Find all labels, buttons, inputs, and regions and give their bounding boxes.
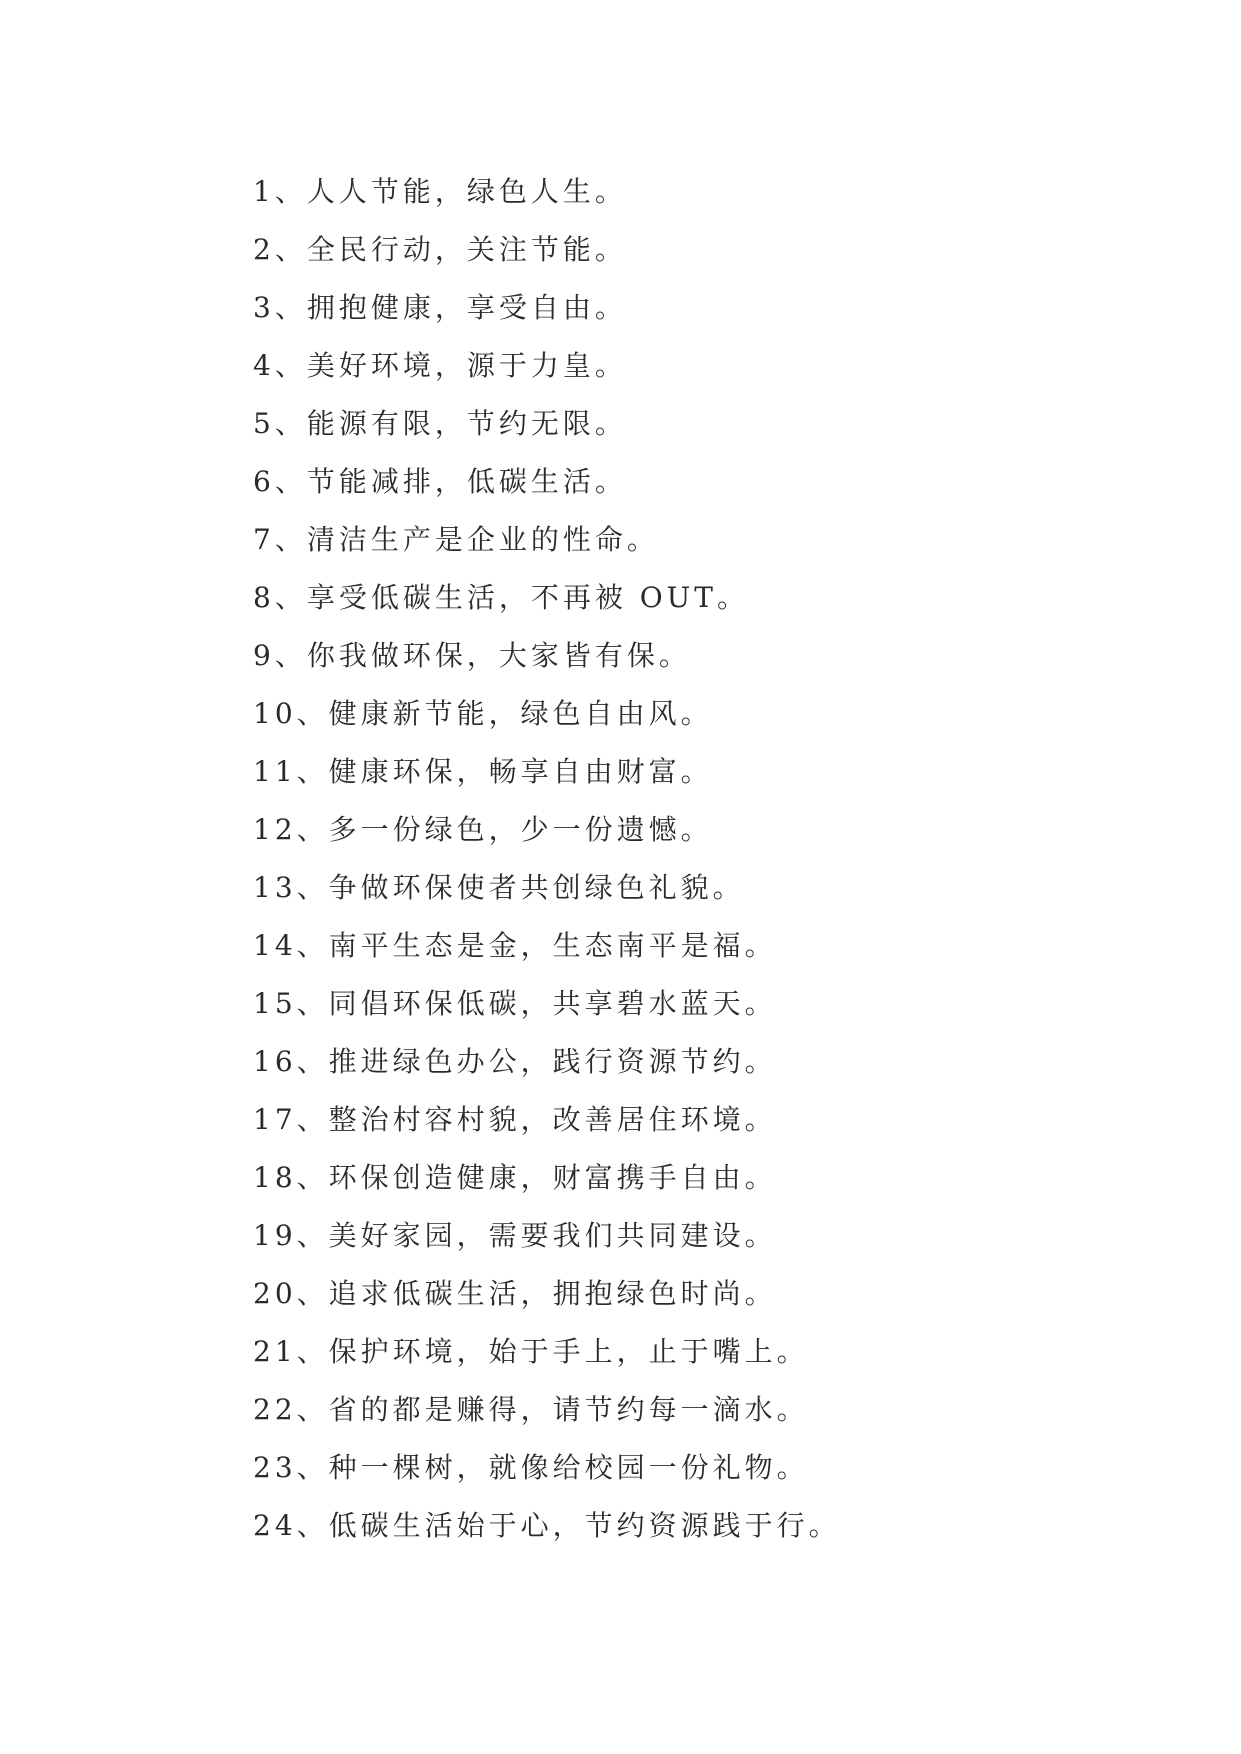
slogan-line: 4、美好环境，源于力皇。 bbox=[253, 349, 627, 382]
slogan-line: 17、整治村容村貌，改善居住环境。 bbox=[253, 1103, 777, 1136]
slogan-line: 24、低碳生活始于心，节约资源践于行。 bbox=[253, 1509, 841, 1542]
slogan-list bbox=[253, 163, 841, 1555]
slogan-line: 6、节能减排，低碳生活。 bbox=[253, 465, 627, 498]
slogan-line: 8、享受低碳生活，不再被 OUT。 bbox=[253, 581, 749, 614]
slogan-line: 2、全民行动，关注节能。 bbox=[253, 233, 627, 266]
slogan-line: 1、人人节能，绿色人生。 bbox=[253, 175, 627, 208]
slogan-line: 15、同倡环保低碳，共享碧水蓝天。 bbox=[253, 987, 777, 1020]
slogan-line: 3、拥抱健康，享受自由。 bbox=[253, 291, 627, 324]
slogan-line: 5、能源有限，节约无限。 bbox=[253, 407, 627, 440]
slogan-line: 9、你我做环保，大家皆有保。 bbox=[253, 639, 691, 672]
slogan-line: 22、省的都是赚得，请节约每一滴水。 bbox=[253, 1393, 809, 1426]
slogan-line: 14、南平生态是金，生态南平是福。 bbox=[253, 929, 777, 962]
slogan-line: 7、清洁生产是企业的性命。 bbox=[253, 523, 659, 556]
slogan-line: 18、环保创造健康，财富携手自由。 bbox=[253, 1161, 777, 1194]
slogan-line: 20、追求低碳生活，拥抱绿色时尚。 bbox=[253, 1277, 777, 1310]
slogan-line: 19、美好家园，需要我们共同建设。 bbox=[253, 1219, 777, 1252]
slogan-line: 12、多一份绿色，少一份遗憾。 bbox=[253, 813, 713, 846]
slogan-line: 10、健康新节能，绿色自由风。 bbox=[253, 697, 713, 730]
slogan-line: 16、推进绿色办公，践行资源节约。 bbox=[253, 1045, 777, 1078]
slogan-line: 11、健康环保，畅享自由财富。 bbox=[253, 755, 713, 788]
slogan-line: 23、种一棵树，就像给校园一份礼物。 bbox=[253, 1451, 809, 1484]
slogan-line: 21、保护环境，始于手上，止于嘴上。 bbox=[253, 1335, 809, 1368]
slogan-line: 13、争做环保使者共创绿色礼貌。 bbox=[253, 871, 745, 904]
